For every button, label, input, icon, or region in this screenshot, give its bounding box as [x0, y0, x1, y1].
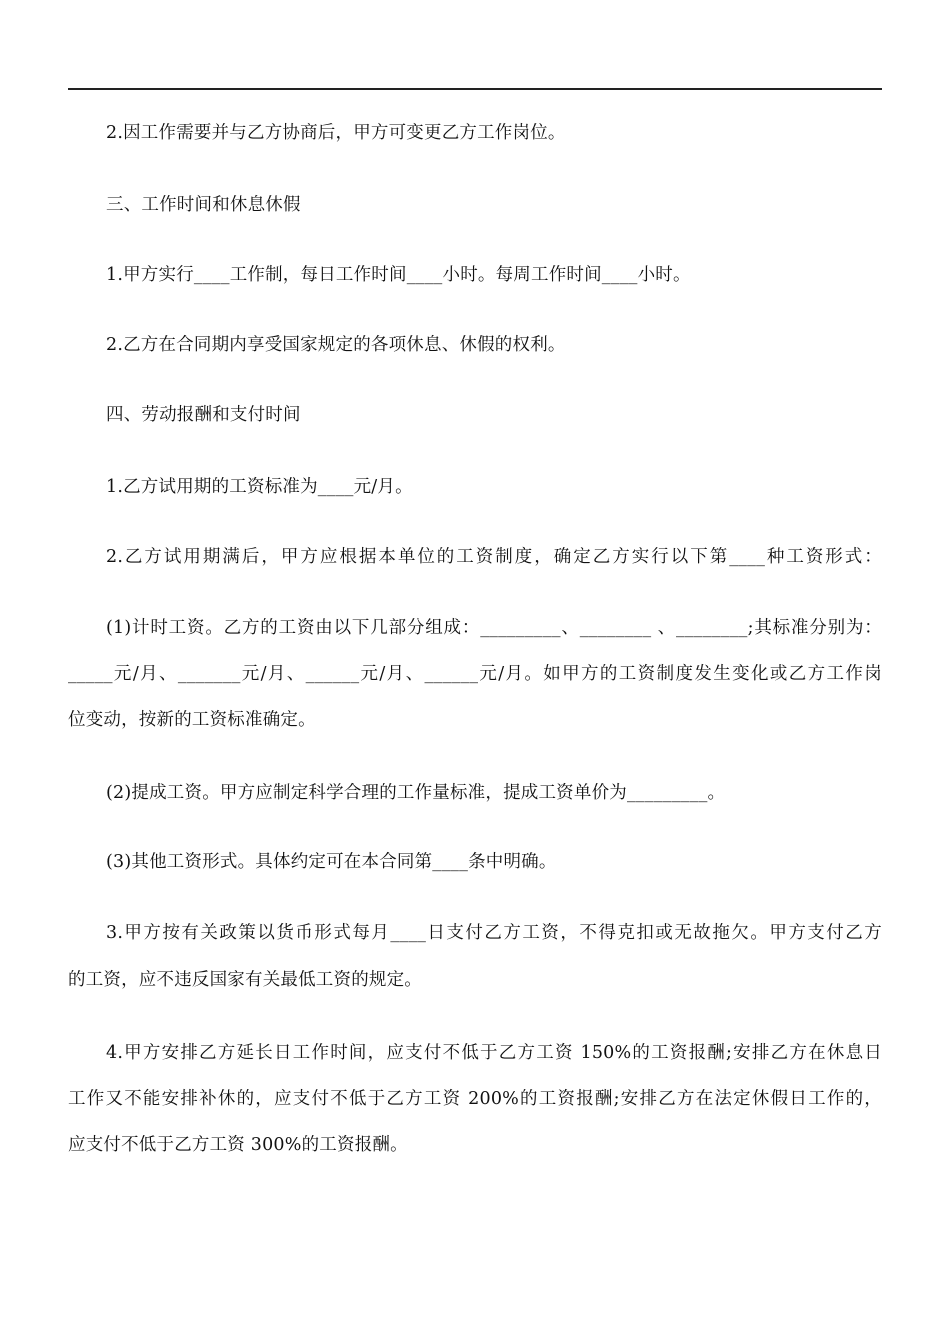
paragraph-overtime-line-1: 4.甲方安排乙方延长日工作时间，应支付不低于乙方工资 150%的工资报酬;安排乙方在休息日 — [106, 1043, 882, 1063]
paragraph-hourly-wage-line-2: _____元/月、_______元/月、______元/月、______元/月。如甲方的工资制度发生变化或乙方工作岗 — [68, 664, 882, 684]
paragraph-hourly-wage-line-3: 位变动，按新的工资标准确定。 — [68, 710, 316, 730]
paragraph-other-wage: (3)其他工资形式。具体约定可在本合同第____条中明确。 — [106, 852, 557, 872]
paragraph-piece-wage: (2)提成工资。甲方应制定科学合理的工作量标准，提成工资单价为_________。 — [106, 783, 726, 803]
paragraph-payday-line-1: 3.甲方按有关政策以货币形式每月____日支付乙方工资，不得克扣或无故拖欠。甲方支付乙方 — [106, 923, 882, 943]
paragraph-wage-form: 2.乙方试用期满后，甲方应根据本单位的工资制度，确定乙方实行以下第____种工资形式： — [106, 547, 882, 567]
paragraph-probation-wage: 1.乙方试用期的工资标准为____元/月。 — [106, 477, 413, 497]
paragraph-overtime-line-2: 工作又不能安排补休的，应支付不低于乙方工资 200%的工资报酬;安排乙方在法定休假日工作的， — [68, 1089, 882, 1109]
paragraph-hourly-wage-line-1: (1)计时工资。乙方的工资由以下几部分组成：_________、________ 、________;其标准分别为： — [106, 618, 882, 638]
paragraph-payday-line-2: 的工资，应不违反国家有关最低工资的规定。 — [68, 970, 422, 990]
paragraph-work-system: 1.甲方实行____工作制，每日工作时间____小时。每周工作时间____小时。 — [106, 265, 691, 285]
paragraph-overtime-line-3: 应支付不低于乙方工资 300%的工资报酬。 — [68, 1135, 408, 1155]
paragraph-rest-rights: 2.乙方在合同期内享受国家规定的各项休息、休假的权利。 — [106, 335, 566, 355]
header-rule — [68, 88, 882, 90]
paragraph-change-post: 2.因工作需要并与乙方协商后，甲方可变更乙方工作岗位。 — [106, 123, 566, 143]
section-heading-remuneration: 四、劳动报酬和支付时间 — [106, 405, 301, 425]
section-heading-work-hours: 三、工作时间和休息休假 — [106, 195, 301, 215]
